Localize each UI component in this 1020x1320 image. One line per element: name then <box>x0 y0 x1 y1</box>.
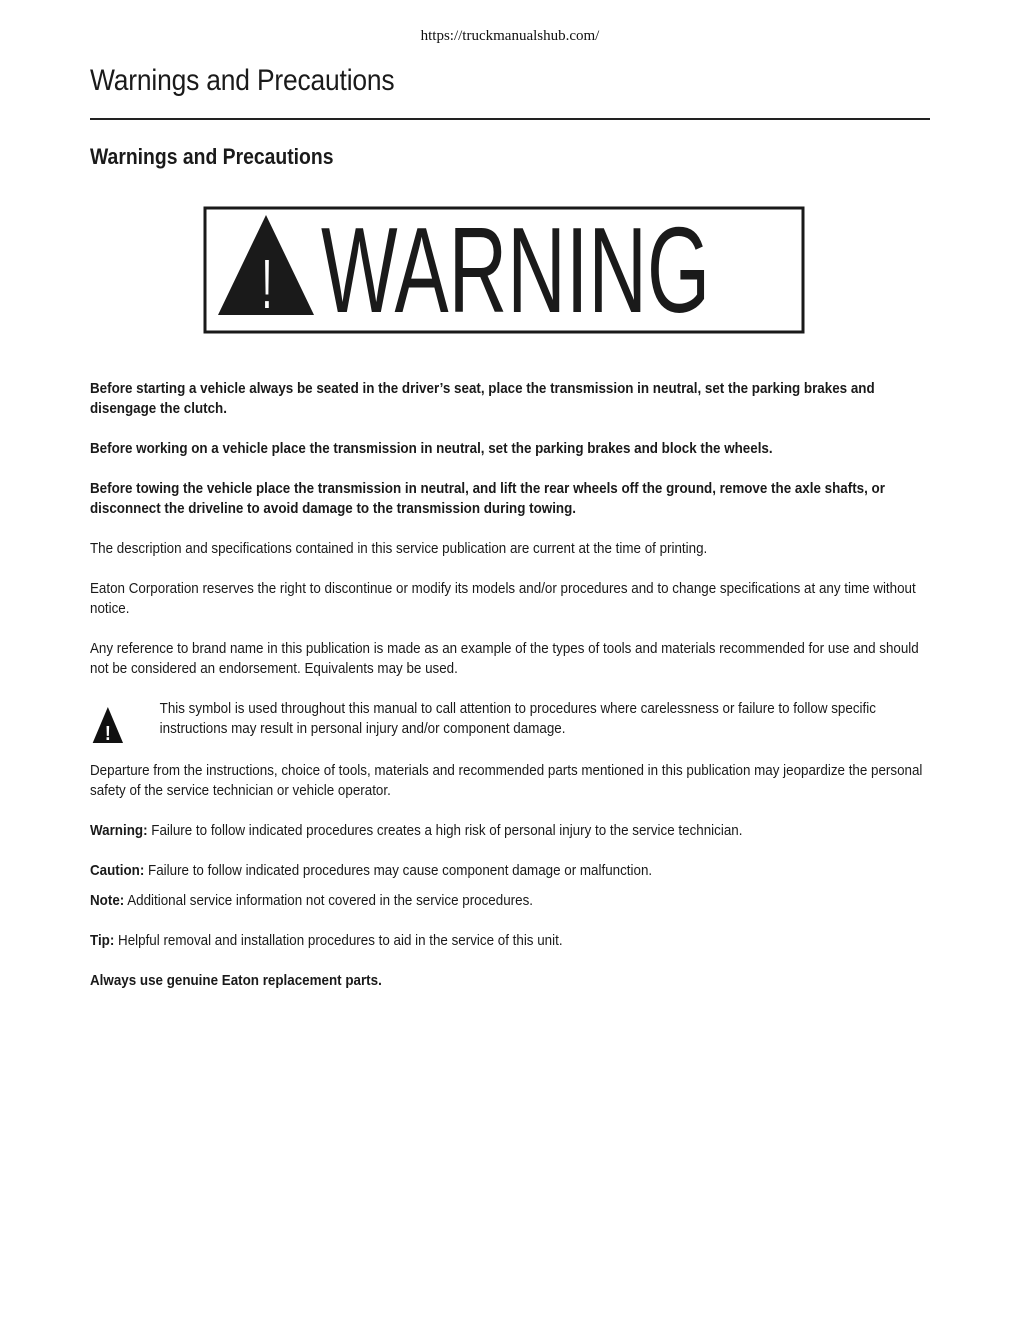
definition-caution-text: Failure to follow indicated procedures may cause component damage or malfunction. <box>144 862 653 879</box>
svg-text:!: ! <box>104 723 111 745</box>
definition-warning-label: Warning: <box>90 822 148 839</box>
paragraph-description: The description and specifications contained in this service publication are current at the time of printing. <box>90 540 708 557</box>
closing-statement: Always use genuine Eaton replacement parts. <box>90 972 382 989</box>
definition-tip <box>90 931 929 951</box>
definition-warning <box>90 821 929 841</box>
warning-towing-vehicle: Before towing the vehicle place the transmission in neutral, and lift the rear wheels off the ground, remove the axle shafts, or disconnect the driveline to avoid damage to the transmission during towing. <box>90 480 885 517</box>
paragraph-departure: Departure from the instructions, choice of tools, materials and recommended parts mentioned in this publication may jeopardize the personal safety of the service technician or vehicle operator. <box>90 762 923 799</box>
small-warning-triangle-icon <box>90 699 160 751</box>
paragraph-brand-reference: Any reference to brand name in this publication is made as an example of the types of tools and materials recommended for use and should not be considered an endorsement. Equivalents may be used. <box>90 640 919 677</box>
section-title: Warnings and Precautions <box>90 144 334 169</box>
warning-sign <box>203 206 807 341</box>
definition-note-label: Note: <box>90 892 125 909</box>
page-title: Warnings and Precautions <box>90 64 395 97</box>
source-url: https://truckmanualshub.com/ <box>420 28 600 44</box>
definition-warning-text: Failure to follow indicated procedures creates a high risk of personal injury to the service technician. <box>147 822 743 839</box>
symbol-note <box>90 699 929 751</box>
warning-label: WARNING <box>321 206 711 336</box>
body-content <box>90 379 929 991</box>
paragraph-reserves-right: Eaton Corporation reserves the right to discontinue or modify its models and/or procedures and to change specifications at any time without notice. <box>90 580 916 617</box>
definition-caution <box>90 861 929 881</box>
warning-working-on-vehicle: Before working on a vehicle place the transmission in neutral, set the parking brakes and block the wheels. <box>90 440 773 457</box>
symbol-note-text: This symbol is used throughout this manual to call attention to procedures where carelessness or failure to follow specific instructions may result in personal injury and/or component damage. <box>159 700 876 737</box>
definition-tip-text: Helpful removal and installation procedures to aid in the service of this unit. <box>114 932 563 949</box>
definition-note <box>90 891 929 911</box>
warning-starting-vehicle: Before starting a vehicle always be seated in the driver’s seat, place the transmission in neutral, set the parking brakes and disengage the clutch. <box>90 380 875 417</box>
warning-exclamation: ! <box>261 244 273 323</box>
title-divider <box>90 118 930 120</box>
definition-caution-label: Caution: <box>90 862 145 879</box>
definition-note-text: Additional service information not covered in the service procedures. <box>124 892 533 909</box>
definition-tip-label: Tip: <box>90 932 115 949</box>
